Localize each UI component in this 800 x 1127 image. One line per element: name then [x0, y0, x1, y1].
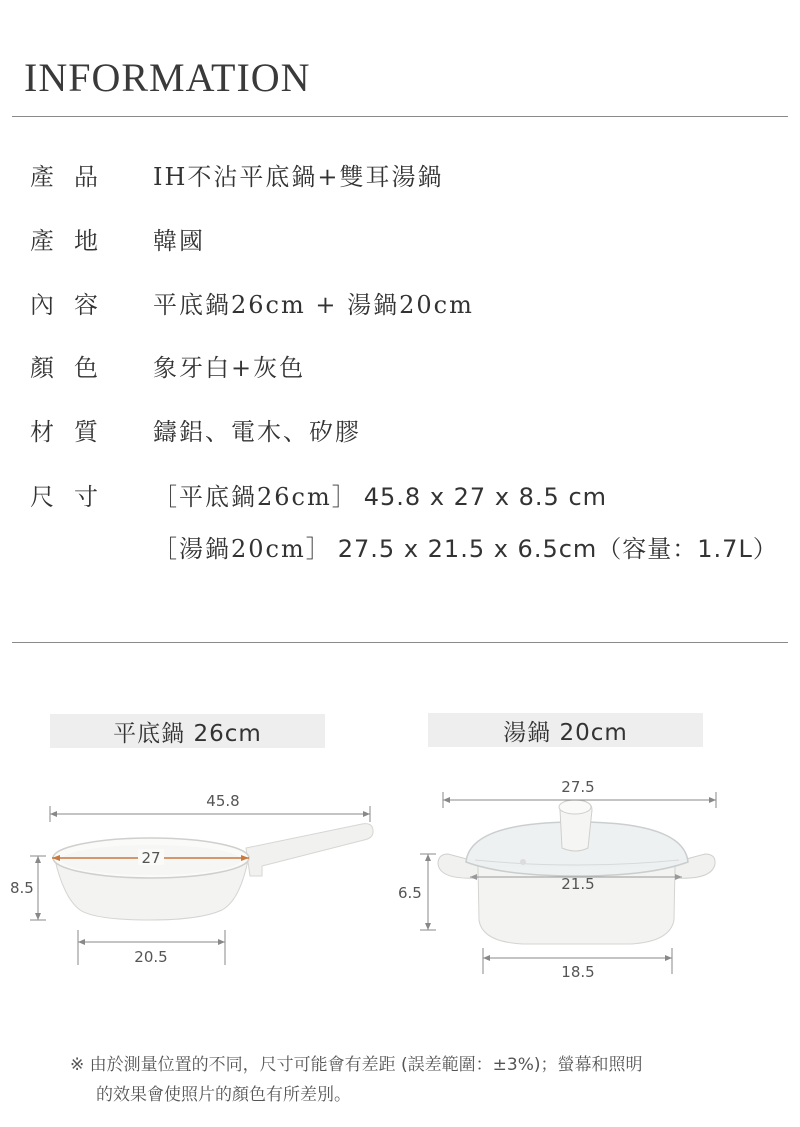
pot-heading — [428, 713, 703, 747]
length-label: 27.5 — [561, 778, 595, 796]
base-label: 20.5 — [134, 948, 168, 966]
spec-label: 材質 — [30, 418, 118, 446]
disclaimer-line-1: ※ 由於測量位置的不同，尺寸可能會有差距 (誤差範圍：±3%)；螢幕和照明 — [70, 1055, 643, 1075]
spec-label: 產地 — [30, 227, 118, 255]
frypan-image — [53, 824, 373, 920]
size-name: ［湯鍋20cm］ — [153, 535, 332, 563]
pot-diagram — [390, 770, 790, 990]
spec-label: 內容 — [30, 291, 118, 319]
middle-divider — [12, 642, 788, 643]
frypan-heading — [50, 714, 325, 748]
spec-value: 韓國 — [153, 227, 205, 255]
spec-value: IH不沾平底鍋+雙耳湯鍋 — [153, 163, 444, 191]
diameter-label: 27 — [141, 849, 161, 867]
frypan-heading-text: 平底鍋 26cm — [113, 720, 262, 747]
spec-value: 象牙白+灰色 — [153, 354, 306, 382]
disclaimer-line-2: 的效果會使照片的顏色有所差別。 — [96, 1085, 351, 1105]
size-name: ［平底鍋26cm］ — [153, 483, 358, 511]
height-label: 8.5 — [10, 879, 34, 897]
height-label: 6.5 — [398, 884, 422, 902]
diameter-label: 21.5 — [561, 875, 595, 893]
top-divider — [12, 116, 788, 117]
pot-heading-text: 湯鍋 20cm — [503, 719, 628, 746]
size-dims: 27.5 x 21.5 x 6.5cm（容量：1.7L） — [337, 535, 778, 563]
pot-image — [438, 800, 715, 944]
page-title: INFORMATION — [24, 55, 311, 100]
size-dims: 45.8 x 27 x 8.5 cm — [363, 483, 608, 511]
length-label: 45.8 — [206, 792, 240, 810]
spec-label: 產品 — [30, 163, 118, 191]
spec-value: 平底鍋26cm + 湯鍋20cm — [153, 291, 474, 319]
spec-value-size — [153, 477, 607, 512]
frypan-diagram — [0, 780, 390, 980]
spec-value: 鑄鋁、電木、矽膠 — [153, 418, 361, 446]
disclaimer-note — [70, 1050, 750, 1110]
base-label: 18.5 — [561, 963, 595, 981]
spec-label: 顏色 — [30, 354, 118, 382]
spec-value-size — [153, 529, 778, 564]
spec-label: 尺寸 — [30, 483, 118, 511]
